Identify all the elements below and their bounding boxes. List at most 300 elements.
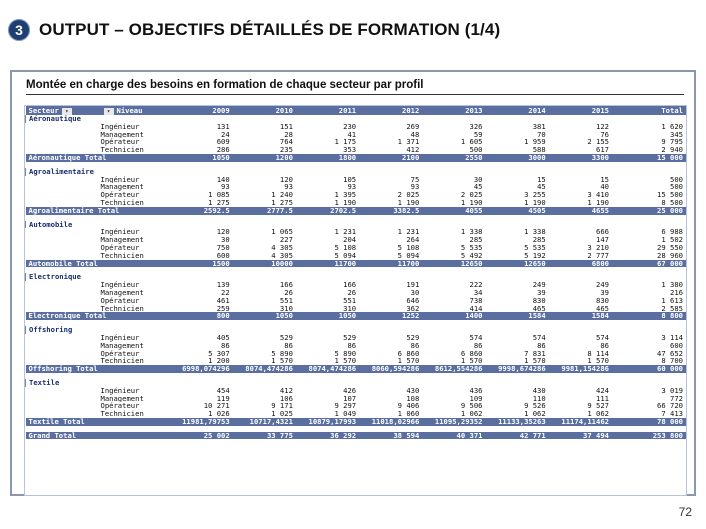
value-cell: 830 bbox=[596, 296, 609, 305]
value-cell: 107 bbox=[343, 394, 357, 403]
table-row bbox=[26, 350, 687, 358]
total-value-cell: 2777.5 bbox=[233, 207, 296, 215]
value-cell: 75 bbox=[410, 175, 420, 184]
value-cell: 551 bbox=[343, 296, 357, 305]
total-value-cell: 3382.5 bbox=[359, 207, 422, 215]
row-spacer-cell bbox=[26, 387, 98, 395]
value-cell: 529 bbox=[279, 333, 293, 342]
row-spacer-cell bbox=[26, 183, 98, 191]
value-cell: 108 bbox=[406, 394, 420, 403]
value-cell: 1 395 bbox=[334, 191, 357, 199]
value-cell: 249 bbox=[596, 281, 609, 289]
total-value-cell: 11095,29352 bbox=[422, 418, 485, 426]
value-cell: 1 231 bbox=[397, 228, 420, 237]
sector-total-label: Textile Total bbox=[26, 418, 170, 426]
profile-label: Management bbox=[100, 288, 144, 297]
profile-label: Technicien bbox=[100, 146, 144, 154]
content-panel bbox=[10, 70, 696, 496]
profile-label: Technicien bbox=[100, 357, 144, 366]
value-cell: 2 777 bbox=[587, 251, 609, 260]
value-cell: 1 062 bbox=[460, 410, 483, 418]
value-cell: 8 700 bbox=[661, 357, 683, 366]
total-value-cell: 1500 bbox=[170, 260, 233, 268]
value-cell: 1 060 bbox=[397, 410, 420, 418]
grand-total-value-cell: 38 594 bbox=[359, 432, 422, 440]
value-cell: 4 305 bbox=[271, 243, 293, 252]
table-row bbox=[26, 305, 687, 313]
value-cell: 10 271 bbox=[203, 402, 230, 411]
profile-label: Management bbox=[100, 183, 144, 192]
value-cell: 1 371 bbox=[397, 138, 420, 147]
total-value-cell: 8074,474286 bbox=[296, 365, 359, 373]
value-cell: 1 613 bbox=[661, 296, 683, 305]
col-total: Total bbox=[612, 106, 686, 115]
value-cell: 1 190 bbox=[524, 198, 546, 207]
value-cell: 436 bbox=[469, 386, 483, 395]
value-cell: 259 bbox=[216, 304, 230, 313]
value-cell: 269 bbox=[406, 122, 420, 131]
row-spacer-cell bbox=[26, 281, 98, 289]
profile-label: Opérateur bbox=[100, 138, 140, 147]
value-cell: 381 bbox=[532, 122, 546, 131]
value-cell: 111 bbox=[596, 394, 609, 403]
value-cell: 30 bbox=[473, 175, 483, 184]
total-value-cell: 8612,554286 bbox=[422, 365, 485, 373]
total-value-cell: 1050 bbox=[233, 312, 296, 320]
value-cell: 772 bbox=[670, 394, 683, 403]
row-spacer-cell bbox=[26, 402, 98, 410]
row-spacer-cell bbox=[26, 244, 98, 252]
grand-total-value-cell: 253 800 bbox=[612, 432, 686, 440]
table-row bbox=[26, 297, 687, 305]
value-cell: 3 410 bbox=[587, 191, 609, 199]
value-cell: 405 bbox=[216, 333, 230, 342]
table-row bbox=[26, 410, 687, 418]
grand-total-value-cell: 36 292 bbox=[296, 432, 359, 440]
value-cell: 39 bbox=[537, 288, 546, 297]
value-cell: 1 338 bbox=[460, 228, 483, 237]
table-row bbox=[26, 357, 687, 365]
sector-row bbox=[26, 273, 687, 281]
value-cell: 1 026 bbox=[208, 410, 230, 418]
total-value-cell: 1050 bbox=[170, 154, 233, 162]
value-cell: 28 bbox=[284, 130, 293, 139]
value-cell: 5 535 bbox=[524, 243, 546, 252]
value-cell: 119 bbox=[216, 394, 230, 403]
value-cell: 285 bbox=[469, 236, 483, 244]
total-value-cell: 11133,35263 bbox=[486, 418, 549, 426]
section-number-badge: 3 bbox=[8, 19, 30, 41]
sector-row bbox=[26, 168, 687, 176]
row-spacer-cell bbox=[26, 123, 98, 131]
value-cell: 310 bbox=[279, 304, 293, 313]
value-cell: 110 bbox=[532, 394, 546, 403]
sector-name: Aéronautique bbox=[26, 115, 687, 123]
table-row bbox=[26, 236, 687, 244]
value-cell: 424 bbox=[596, 386, 609, 395]
value-cell: 7 831 bbox=[524, 349, 546, 358]
value-cell: 15 500 bbox=[657, 191, 683, 199]
value-cell: 1 190 bbox=[397, 198, 420, 207]
value-cell: 529 bbox=[406, 333, 420, 342]
sector-name: Automobile bbox=[26, 221, 687, 229]
total-value-cell: 10879,17993 bbox=[296, 418, 359, 426]
value-cell: 86 bbox=[473, 341, 483, 350]
value-cell: 22 bbox=[221, 288, 230, 297]
value-cell: 2 025 bbox=[460, 191, 483, 199]
total-value-cell: 2100 bbox=[359, 154, 422, 162]
value-cell: 1 570 bbox=[524, 357, 546, 366]
table-row bbox=[26, 244, 687, 252]
row-spacer-cell bbox=[26, 342, 98, 350]
row-spacer-cell bbox=[26, 176, 98, 184]
value-cell: 26 bbox=[284, 288, 293, 297]
profile-label: Management bbox=[100, 394, 144, 403]
value-cell: 227 bbox=[279, 236, 293, 244]
col-2013: 2013 bbox=[422, 106, 485, 115]
profile-label: Ingénieur bbox=[100, 228, 140, 237]
total-value-cell: 8074,474286 bbox=[233, 365, 296, 373]
table-row bbox=[26, 334, 687, 342]
profile-label: Technicien bbox=[100, 304, 144, 313]
value-cell: 6 988 bbox=[661, 228, 683, 237]
value-cell: 24 bbox=[221, 130, 230, 139]
row-spacer-cell bbox=[26, 199, 98, 207]
subtitle-divider bbox=[26, 94, 684, 95]
value-cell: 9 171 bbox=[271, 402, 293, 411]
value-cell: 1 338 bbox=[524, 228, 546, 237]
row-spacer-cell bbox=[26, 395, 98, 403]
value-cell: 9 526 bbox=[524, 402, 546, 411]
value-cell: 1 062 bbox=[524, 410, 546, 418]
value-cell: 830 bbox=[532, 296, 546, 305]
sector-total-row bbox=[26, 207, 687, 215]
row-spacer-cell bbox=[26, 410, 98, 418]
profile-label: Opérateur bbox=[100, 349, 140, 358]
value-cell: 362 bbox=[406, 304, 420, 313]
total-value-cell: 3000 bbox=[486, 154, 549, 162]
table-row bbox=[26, 281, 687, 289]
value-cell: 216 bbox=[670, 288, 683, 297]
total-value-cell: 10717,4321 bbox=[233, 418, 296, 426]
sector-name: Electronique bbox=[26, 273, 687, 281]
row-spacer-cell bbox=[26, 305, 98, 313]
value-cell: 2 155 bbox=[587, 138, 609, 147]
grand-total-row bbox=[26, 432, 687, 440]
value-cell: 6 860 bbox=[460, 349, 483, 358]
value-cell: 1 065 bbox=[271, 228, 293, 237]
value-cell: 47 652 bbox=[657, 349, 683, 358]
value-cell: 9 795 bbox=[661, 138, 683, 147]
value-cell: 204 bbox=[343, 236, 357, 244]
value-cell: 264 bbox=[406, 236, 420, 244]
table-row bbox=[26, 402, 687, 410]
value-cell: 1 570 bbox=[587, 357, 609, 366]
grand-total-value-cell: 33 775 bbox=[233, 432, 296, 440]
value-cell: 2 940 bbox=[661, 146, 683, 154]
training-pivot-table bbox=[25, 106, 686, 439]
value-cell: 529 bbox=[343, 333, 357, 342]
total-value-cell: 67 000 bbox=[612, 260, 686, 268]
row-spacer-cell bbox=[26, 191, 98, 199]
total-value-cell: 3300 bbox=[549, 154, 612, 162]
profile-label: Opérateur bbox=[100, 243, 140, 252]
sector-row bbox=[26, 221, 687, 229]
value-cell: 353 bbox=[343, 146, 357, 154]
value-cell: 574 bbox=[596, 333, 609, 342]
value-cell: 5 108 bbox=[334, 243, 357, 252]
total-value-cell: 25 000 bbox=[612, 207, 686, 215]
total-value-cell: 9981,154286 bbox=[549, 365, 612, 373]
total-value-cell: 15 000 bbox=[612, 154, 686, 162]
value-cell: 41 bbox=[347, 130, 357, 139]
value-cell: 285 bbox=[532, 236, 546, 244]
value-cell: 15 bbox=[537, 175, 546, 184]
value-cell: 93 bbox=[347, 183, 357, 192]
profile-label: Technicien bbox=[100, 251, 144, 260]
value-cell: 1 175 bbox=[334, 138, 357, 147]
value-cell: 1 025 bbox=[271, 410, 293, 418]
value-cell: 222 bbox=[469, 281, 483, 289]
value-cell: 29 550 bbox=[657, 243, 683, 252]
value-cell: 1 190 bbox=[334, 198, 357, 207]
total-value-cell: 2592.5 bbox=[170, 207, 233, 215]
sector-total-row bbox=[26, 418, 687, 426]
total-value-cell: 4505 bbox=[486, 207, 549, 215]
value-cell: 45 bbox=[473, 183, 483, 192]
filter-dropdown-icon[interactable]: ▾ bbox=[62, 108, 72, 115]
sector-total-label: Automobile Total bbox=[26, 260, 170, 268]
total-value-cell: 1252 bbox=[359, 312, 422, 320]
value-cell: 412 bbox=[406, 146, 420, 154]
sector-name: Textile bbox=[26, 379, 687, 387]
value-cell: 106 bbox=[279, 394, 293, 403]
value-cell: 465 bbox=[596, 304, 609, 313]
total-value-cell: 60 000 bbox=[612, 365, 686, 373]
slide-title: OUTPUT – OBJECTIFS DÉTAILLÉS DE FORMATION (1/4) bbox=[39, 20, 501, 39]
value-cell: 286 bbox=[216, 146, 230, 154]
value-cell: 1 570 bbox=[271, 357, 293, 366]
value-cell: 191 bbox=[406, 281, 420, 289]
value-cell: 93 bbox=[221, 183, 230, 192]
value-cell: 617 bbox=[596, 146, 609, 154]
value-cell: 500 bbox=[469, 146, 483, 154]
total-value-cell: 1584 bbox=[549, 312, 612, 320]
total-value-cell: 1200 bbox=[233, 154, 296, 162]
total-value-cell: 10000 bbox=[233, 260, 296, 268]
row-spacer-cell bbox=[26, 297, 98, 305]
value-cell: 86 bbox=[221, 341, 230, 350]
pivot-table-sheet bbox=[24, 105, 687, 496]
value-cell: 1 502 bbox=[661, 236, 683, 244]
table-row bbox=[26, 289, 687, 297]
value-cell: 326 bbox=[469, 122, 483, 131]
value-cell: 48 bbox=[410, 130, 420, 139]
value-cell: 86 bbox=[347, 341, 357, 350]
total-value-cell: 6998,074296 bbox=[170, 365, 233, 373]
value-cell: 3 210 bbox=[587, 243, 609, 252]
value-cell: 1 275 bbox=[271, 198, 293, 207]
value-cell: 5 492 bbox=[460, 251, 483, 260]
total-value-cell: 11018,02966 bbox=[359, 418, 422, 426]
total-value-cell: 2702.5 bbox=[296, 207, 359, 215]
value-cell: 120 bbox=[216, 228, 230, 237]
sector-total-label: Offshoring Total bbox=[26, 365, 170, 373]
value-cell: 310 bbox=[343, 304, 357, 313]
value-cell: 26 bbox=[347, 288, 357, 297]
profile-label: Management bbox=[100, 130, 144, 139]
value-cell: 738 bbox=[469, 296, 483, 305]
slide-header bbox=[8, 10, 500, 50]
value-cell: 34 bbox=[473, 288, 483, 297]
total-value-cell: 9998,674286 bbox=[486, 365, 549, 373]
value-cell: 9 527 bbox=[587, 402, 609, 411]
row-spacer-cell bbox=[26, 146, 98, 154]
grand-total-value-cell: 25 002 bbox=[170, 432, 233, 440]
value-cell: 39 bbox=[600, 288, 609, 297]
value-cell: 412 bbox=[279, 386, 293, 395]
value-cell: 1 570 bbox=[460, 357, 483, 366]
col-2010: 2010 bbox=[233, 106, 296, 115]
table-row bbox=[26, 252, 687, 260]
table-row bbox=[26, 199, 687, 207]
value-cell: 139 bbox=[216, 281, 230, 289]
total-value-cell: 1584 bbox=[486, 312, 549, 320]
value-cell: 40 bbox=[600, 183, 609, 192]
value-cell: 430 bbox=[532, 386, 546, 395]
row-spacer-cell bbox=[26, 334, 98, 342]
value-cell: 93 bbox=[410, 183, 420, 192]
value-cell: 1 085 bbox=[208, 191, 230, 199]
row-spacer-cell bbox=[26, 289, 98, 297]
total-value-cell: 1050 bbox=[296, 312, 359, 320]
grand-total-value-cell: 37 494 bbox=[549, 432, 612, 440]
col-2009: 2009 bbox=[170, 106, 233, 115]
profile-label: Technicien bbox=[100, 198, 144, 207]
table-row bbox=[26, 176, 687, 184]
filter-dropdown-icon[interactable]: ▾ bbox=[104, 108, 114, 115]
total-value-cell: 11700 bbox=[296, 260, 359, 268]
value-cell: 120 bbox=[279, 175, 293, 184]
row-spacer-cell bbox=[26, 252, 98, 260]
profile-label: Ingénieur bbox=[100, 386, 140, 395]
table-row bbox=[26, 131, 687, 139]
table-subtitle: Montée en charge des besoins en formation de chaque secteur par profil bbox=[26, 79, 424, 91]
table-row bbox=[26, 228, 687, 236]
value-cell: 5 094 bbox=[397, 251, 420, 260]
value-cell: 600 bbox=[670, 341, 683, 350]
table-body bbox=[26, 115, 687, 439]
value-cell: 66 720 bbox=[657, 402, 683, 411]
sector-row bbox=[26, 379, 687, 387]
table-row bbox=[26, 395, 687, 403]
profile-label: Ingénieur bbox=[100, 333, 140, 342]
value-cell: 249 bbox=[532, 281, 546, 289]
value-cell: 426 bbox=[343, 386, 357, 395]
total-value-cell: 2550 bbox=[422, 154, 485, 162]
value-cell: 109 bbox=[469, 394, 483, 403]
value-cell: 3 255 bbox=[524, 191, 546, 199]
value-cell: 574 bbox=[532, 333, 546, 342]
total-value-cell: 12650 bbox=[486, 260, 549, 268]
value-cell: 5 192 bbox=[524, 251, 546, 260]
total-value-cell: 4655 bbox=[549, 207, 612, 215]
value-cell: 5 094 bbox=[334, 251, 357, 260]
sector-total-label: Electronique Total bbox=[26, 312, 170, 320]
value-cell: 7 413 bbox=[661, 410, 683, 418]
profile-label: Opérateur bbox=[100, 402, 140, 411]
value-cell: 2 025 bbox=[397, 191, 420, 199]
value-cell: 6 860 bbox=[397, 349, 420, 358]
table-row bbox=[26, 387, 687, 395]
profile-label: Technicien bbox=[100, 410, 144, 418]
value-cell: 461 bbox=[216, 296, 230, 305]
col-niveau[interactable]: ▾ Niveau bbox=[98, 106, 170, 115]
total-value-cell: 800 bbox=[170, 312, 233, 320]
value-cell: 1 240 bbox=[271, 191, 293, 199]
total-value-cell: 1800 bbox=[296, 154, 359, 162]
value-cell: 574 bbox=[469, 333, 483, 342]
col-2015: 2015 bbox=[549, 106, 612, 115]
value-cell: 9 297 bbox=[334, 402, 357, 411]
sector-total-label: Aéronautique Total bbox=[26, 154, 170, 162]
profile-label: Opérateur bbox=[100, 296, 140, 305]
row-spacer-cell bbox=[26, 138, 98, 146]
value-cell: 5 535 bbox=[460, 243, 483, 252]
grand-total-value-cell: 40 371 bbox=[422, 432, 485, 440]
row-spacer-cell bbox=[26, 357, 98, 365]
value-cell: 666 bbox=[596, 228, 609, 237]
grand-total-label: Grand Total bbox=[26, 432, 170, 440]
sector-name: Offshoring bbox=[26, 326, 687, 334]
value-cell: 345 bbox=[670, 130, 683, 139]
table-row bbox=[26, 123, 687, 131]
value-cell: 609 bbox=[216, 138, 230, 147]
value-cell: 1 231 bbox=[334, 228, 357, 237]
value-cell: 3 019 bbox=[661, 386, 683, 395]
value-cell: 3 114 bbox=[661, 333, 683, 342]
value-cell: 1 959 bbox=[524, 138, 546, 147]
sector-name: Agroalimentaire bbox=[26, 168, 687, 176]
profile-label: Ingénieur bbox=[100, 175, 140, 184]
page-number: 72 bbox=[678, 505, 692, 519]
total-value-cell: 11174,11462 bbox=[549, 418, 612, 426]
col-2012: 2012 bbox=[359, 106, 422, 115]
value-cell: 5 890 bbox=[271, 349, 293, 358]
value-cell: 15 bbox=[600, 175, 609, 184]
value-cell: 1 620 bbox=[661, 122, 683, 131]
value-cell: 86 bbox=[600, 341, 609, 350]
value-cell: 140 bbox=[216, 175, 230, 184]
value-cell: 500 bbox=[670, 183, 683, 192]
col-secteur[interactable]: Secteur ▾ bbox=[26, 106, 98, 115]
sector-row bbox=[26, 326, 687, 334]
col-2011: 2011 bbox=[296, 106, 359, 115]
value-cell: 76 bbox=[600, 130, 609, 139]
table-header-row bbox=[26, 106, 687, 115]
value-cell: 1 380 bbox=[661, 281, 683, 289]
value-cell: 465 bbox=[532, 304, 546, 313]
value-cell: 105 bbox=[343, 175, 357, 184]
table-row bbox=[26, 146, 687, 154]
value-cell: 59 bbox=[473, 130, 483, 139]
value-cell: 4 305 bbox=[271, 251, 293, 260]
value-cell: 30 bbox=[221, 236, 230, 244]
value-cell: 30 bbox=[410, 288, 420, 297]
value-cell: 5 307 bbox=[208, 349, 230, 358]
row-spacer-cell bbox=[26, 350, 98, 358]
value-cell: 93 bbox=[284, 183, 293, 192]
